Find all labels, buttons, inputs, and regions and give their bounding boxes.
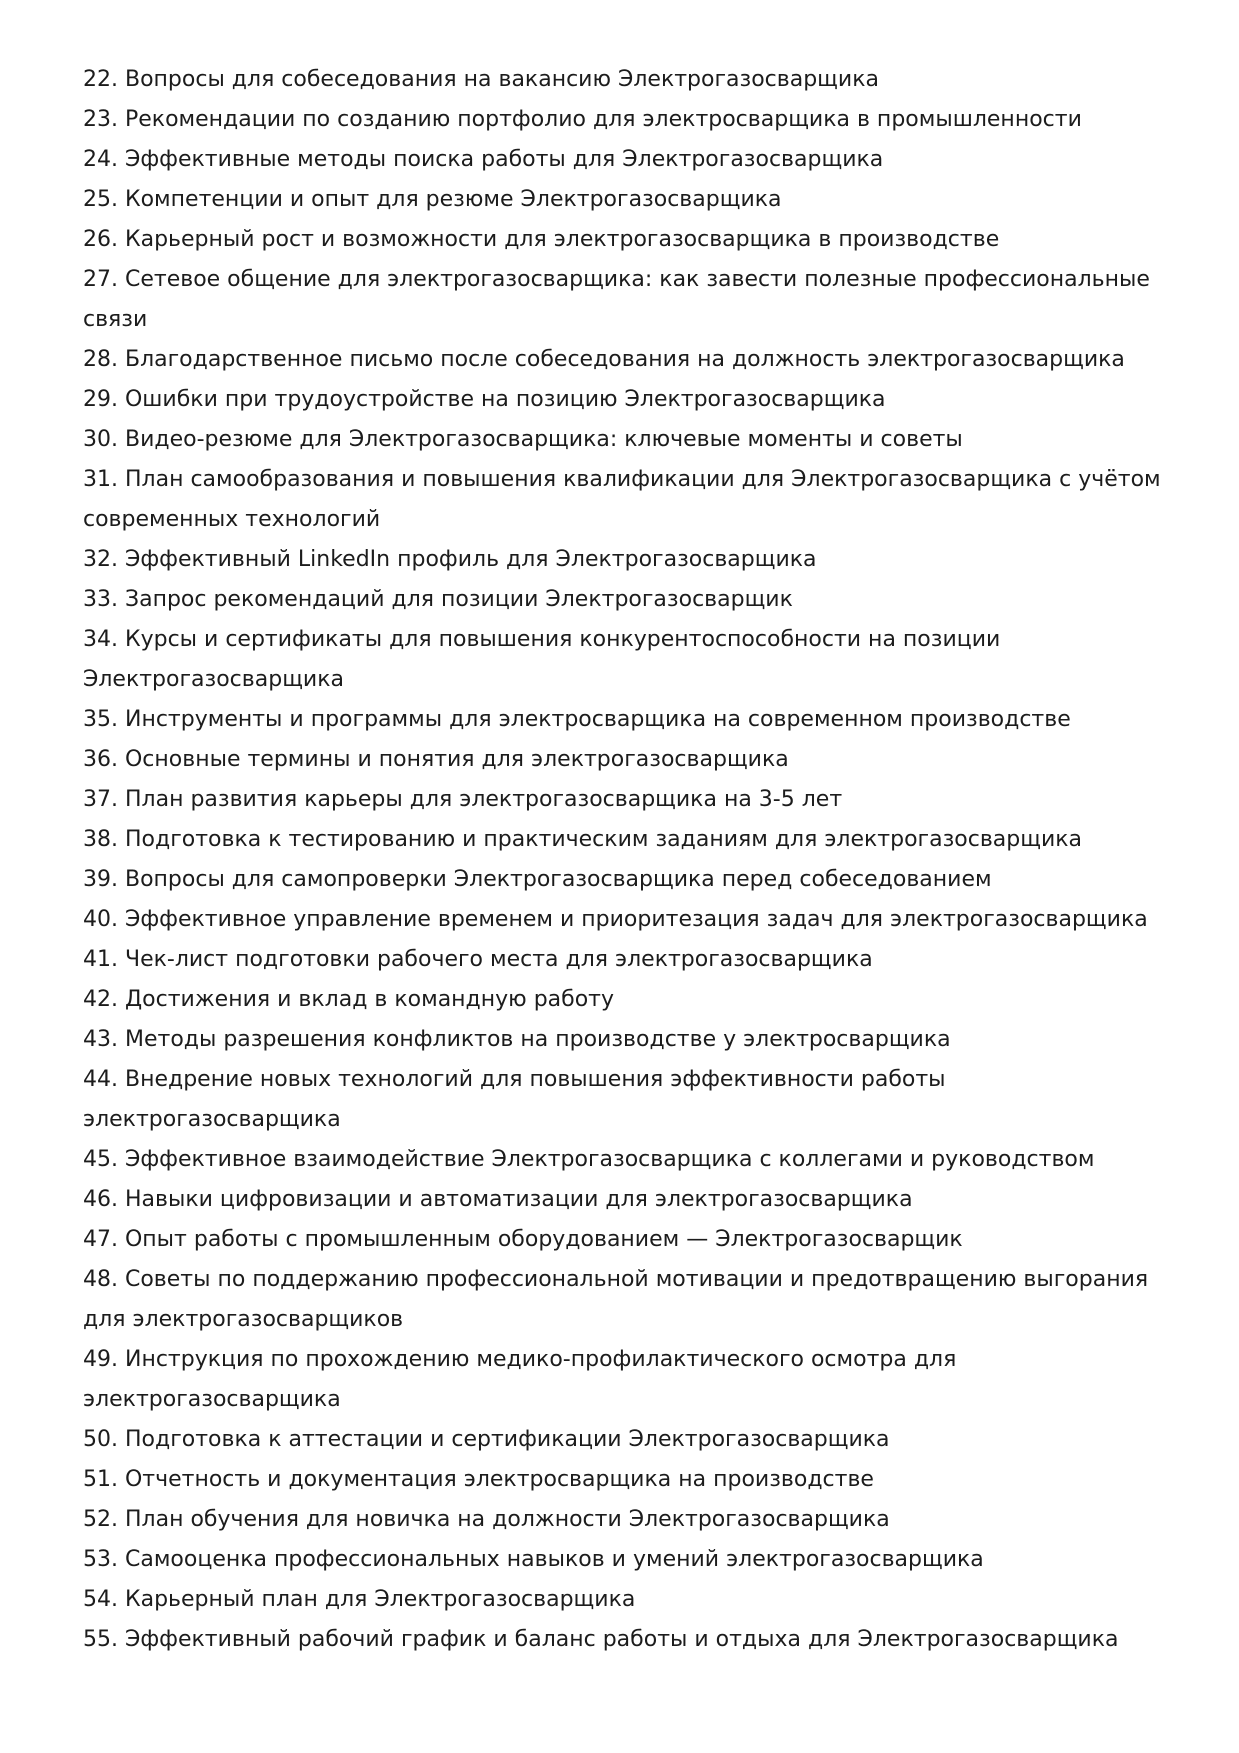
list-item: 43. Методы разрешения конфликтов на производстве у электросварщика — [83, 1027, 951, 1052]
list-item: 40. Эффективное управление временем и приоритезация задач для электрогазосварщика — [83, 907, 1148, 932]
list-item: 48. Советы по поддержанию профессиональной мотивации и предотвращению выгорания для электрогазосварщиков — [83, 1267, 1149, 1332]
list-item: 26. Карьерный рост и возможности для электрогазосварщика в производстве — [83, 227, 1000, 252]
list-item: 31. План самообразования и повышения квалификации для Электрогазосварщика с учётом современных технологий — [83, 467, 1161, 532]
list-item: 36. Основные термины и понятия для электрогазосварщика — [83, 747, 789, 772]
list-item: 47. Опыт работы с промышленным оборудованием — Электрогазосварщик — [83, 1227, 963, 1252]
list-item: 55. Эффективный рабочий график и баланс работы и отдыха для Электрогазосварщика — [83, 1627, 1119, 1652]
list-item: 29. Ошибки при трудоустройстве на позицию Электрогазосварщика — [83, 387, 886, 412]
list-item: 51. Отчетность и документация электросварщика на производстве — [83, 1467, 874, 1492]
list-item: 50. Подготовка к аттестации и сертификации Электрогазосварщика — [83, 1427, 890, 1452]
list-item: 30. Видео-резюме для Электрогазосварщика: ключевые моменты и советы — [83, 427, 963, 452]
list-item: 53. Самооценка профессиональных навыков и умений электрогазосварщика — [83, 1547, 984, 1572]
list-item: 22. Вопросы для собеседования на вакансию Электрогазосварщика — [83, 67, 879, 92]
list-item: 23. Рекомендации по созданию портфолио для электросварщика в промышленности — [83, 107, 1082, 132]
list-item: 44. Внедрение новых технологий для повышения эффективности работы электрогазосварщика — [83, 1067, 946, 1132]
list-item: 32. Эффективный LinkedIn профиль для Электрогазосварщика — [83, 547, 817, 572]
list-item: 37. План развития карьеры для электрогазосварщика на 3-5 лет — [83, 787, 843, 812]
topic-list — [83, 60, 1163, 1660]
list-item: 49. Инструкция по прохождению медико-профилактического осмотра для электрогазосварщика — [83, 1347, 957, 1412]
list-item: 54. Карьерный план для Электрогазосварщика — [83, 1587, 636, 1612]
list-item: 33. Запрос рекомендаций для позиции Электрогазосварщик — [83, 587, 793, 612]
list-item: 46. Навыки цифровизации и автоматизации для электрогазосварщика — [83, 1187, 913, 1212]
list-item: 27. Сетевое общение для электрогазосварщика: как завести полезные профессиональные связи — [83, 267, 1150, 332]
list-item: 25. Компетенции и опыт для резюме Электрогазосварщика — [83, 187, 782, 212]
list-item: 28. Благодарственное письмо после собеседования на должность электрогазосварщика — [83, 347, 1125, 372]
list-item: 39. Вопросы для самопроверки Электрогазосварщика перед собеседованием — [83, 867, 992, 892]
list-item: 24. Эффективные методы поиска работы для Электрогазосварщика — [83, 147, 884, 172]
list-item: 52. План обучения для новичка на должности Электрогазосварщика — [83, 1507, 890, 1532]
list-item: 35. Инструменты и программы для электросварщика на современном производстве — [83, 707, 1071, 732]
list-item: 34. Курсы и сертификаты для повышения конкурентоспособности на позиции Электрогазосварщика — [83, 627, 1001, 692]
list-item: 41. Чек-лист подготовки рабочего места для электрогазосварщика — [83, 947, 873, 972]
list-item: 45. Эффективное взаимодействие Электрогазосварщика с коллегами и руководством — [83, 1147, 1095, 1172]
list-item: 42. Достижения и вклад в командную работу — [83, 987, 614, 1012]
list-item: 38. Подготовка к тестированию и практическим заданиям для электрогазосварщика — [83, 827, 1083, 852]
